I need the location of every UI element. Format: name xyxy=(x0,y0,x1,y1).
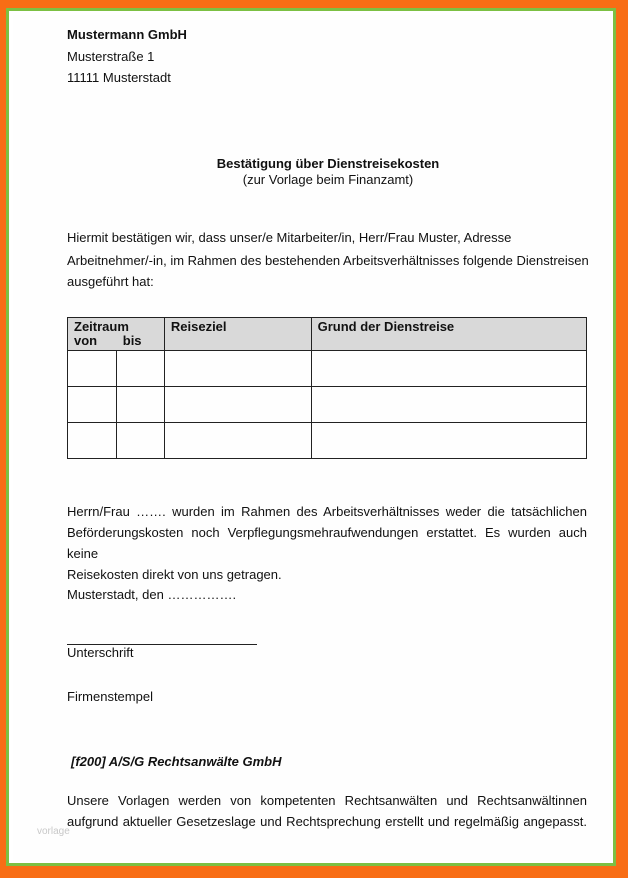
footer-line-1: Unsere Vorlagen werden von kompetenten Rechtsanwälten und Rechtsanwältinnen xyxy=(67,793,587,808)
table-row xyxy=(68,387,587,423)
cell-grund xyxy=(311,423,586,459)
header-zeitraum xyxy=(68,318,165,351)
statement-line-1: Herrn/Frau ……. wurden im Rahmen des Arbeitsverhältnisses weder die tatsächlichen xyxy=(67,504,587,519)
header-grund: Grund der Dienstreise xyxy=(311,318,586,351)
document-subtitle: (zur Vorlage beim Finanzamt) xyxy=(242,172,414,187)
intro-line-3: ausgeführt hat: xyxy=(67,274,154,289)
cell-von xyxy=(68,423,117,459)
cell-reiseziel xyxy=(164,387,311,423)
cell-reiseziel xyxy=(164,351,311,387)
statement-line-3: Reisekosten direkt von uns getragen. xyxy=(67,567,282,582)
table-row xyxy=(68,423,587,459)
footer-paragraph xyxy=(67,790,587,832)
cell-grund xyxy=(311,351,586,387)
statement-paragraph xyxy=(67,501,587,585)
stamp-label: Firmenstempel xyxy=(67,689,153,704)
cell-bis xyxy=(116,387,164,423)
header-zeitraum-label: Zeitraum xyxy=(74,319,129,334)
document-title: Bestätigung über Dienstreisekosten xyxy=(216,156,440,171)
header-reiseziel: Reiseziel xyxy=(164,318,311,351)
intro-line-1: Hiermit bestätigen wir, dass unser/e Mitarbeiter/in, Herr/Frau Muster, Adresse xyxy=(67,230,512,245)
sender-city: 11111 Musterstadt xyxy=(67,70,171,85)
header-bis: bis xyxy=(122,333,142,348)
footer-firm: [f200] A/S/G Rechtsanwälte GmbH xyxy=(71,754,282,769)
header-von: von xyxy=(74,333,98,348)
statement-line-2: Beförderungskosten noch Verpflegungsmehraufwendungen erstattet. Es wurden auch keine xyxy=(67,525,587,561)
signature-label: Unterschrift xyxy=(67,645,134,660)
header-von-bis xyxy=(74,334,158,348)
travel-table xyxy=(67,317,587,459)
cell-grund xyxy=(311,387,586,423)
cell-von xyxy=(68,351,117,387)
cell-von xyxy=(68,387,117,423)
table-header-row xyxy=(68,318,587,351)
table-row xyxy=(68,351,587,387)
footer-line-2: aufgrund aktueller Gesetzeslage und Rechtsprechung erstellt und regelmäßig angepasst. xyxy=(67,814,587,829)
place-date: Musterstadt, den ……………. xyxy=(67,587,237,602)
document-page xyxy=(13,15,611,861)
intro-line-2: Arbeitnehmer/-in, im Rahmen des bestehenden Arbeitsverhältnisses folgende Dienstreisen xyxy=(67,253,589,268)
cell-bis xyxy=(116,423,164,459)
sender-company: Mustermann GmbH xyxy=(67,27,187,42)
watermark: vorlage xyxy=(37,826,70,837)
cell-bis xyxy=(116,351,164,387)
sender-street: Musterstraße 1 xyxy=(67,49,155,64)
cell-reiseziel xyxy=(164,423,311,459)
